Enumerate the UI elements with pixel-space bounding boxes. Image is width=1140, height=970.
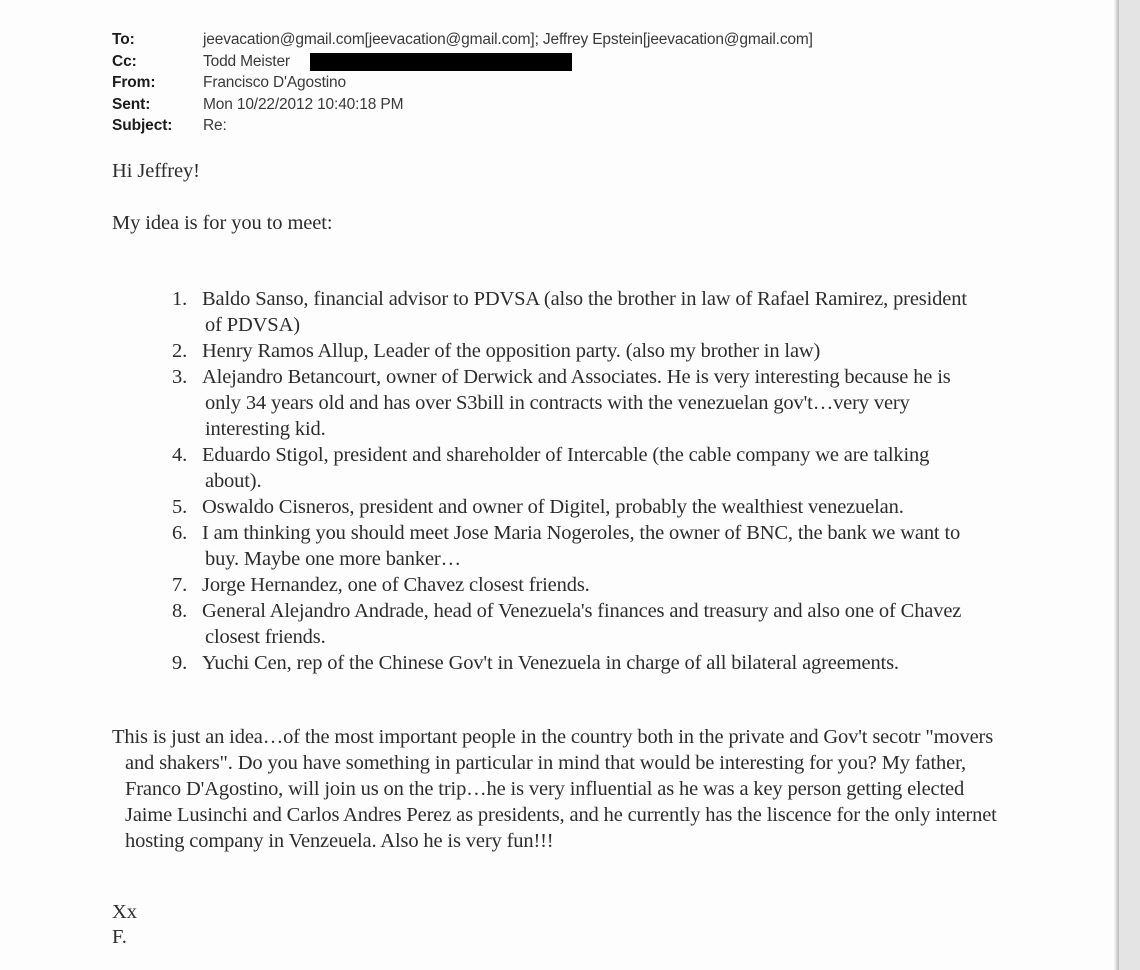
- header-value-from: Francisco D'Agostino: [203, 74, 346, 91]
- list-item: [172, 598, 987, 650]
- list-item: [172, 364, 987, 442]
- header-row-cc: [112, 51, 1012, 73]
- page-gutter-background: [1119, 0, 1140, 970]
- list-item-text: Oswaldo Cisneros, president and owner of Digitel, probably the wealthiest venezuelan.: [202, 496, 904, 518]
- list-item: [172, 572, 987, 598]
- signature-line-1: Xx: [112, 901, 138, 923]
- intro-line: My idea is for you to meet:: [112, 212, 333, 234]
- list-item-text: Henry Ramos Allup, Leader of the opposition party. (also my brother in law): [202, 340, 821, 362]
- list-item-number: 6.: [172, 522, 188, 544]
- list-item-number: 3.: [172, 366, 188, 388]
- header-row-from: [112, 72, 1012, 94]
- list-item-number: 1.: [172, 288, 188, 310]
- list-item-number: 8.: [172, 600, 188, 622]
- list-item-text: I am thinking you should meet Jose Maria Nogeroles, the owner of BNC, the bank we want to buy. Maybe one more banker…: [202, 522, 961, 570]
- header-value-subject: Re:: [203, 117, 227, 134]
- list-item: [172, 442, 987, 494]
- header-value-sent: Mon 10/22/2012 10:40:18 PM: [203, 95, 404, 113]
- header-row-to: [112, 29, 1012, 51]
- list-item-text: Alejandro Betancourt, owner of Derwick and Associates. He is very interesting because he is only 34 years old and has over S3bill in contracts with the venezuelan gov't…very very interesting kid.: [202, 366, 951, 440]
- signature-line-2: F.: [112, 926, 127, 948]
- list-item: [172, 520, 987, 572]
- header-label-to: To:: [112, 31, 135, 48]
- email-body-block: [112, 158, 997, 948]
- email-header-block: [112, 29, 1012, 137]
- header-row-sent: [112, 94, 1012, 116]
- header-label-sent: Sent:: [112, 95, 151, 113]
- list-item: [172, 338, 987, 364]
- list-item-text: Jorge Hernandez, one of Chavez closest friends.: [202, 574, 590, 596]
- list-item-number: 4.: [172, 444, 188, 466]
- people-list: [172, 286, 987, 676]
- list-item-text: General Alejandro Andrade, head of Venezuela's finances and treasury and also one of Chavez closest friends.: [202, 600, 962, 648]
- closing-paragraph-rest: secotr "movers and shakers". Do you have something in particular in mind that would be interesting for you? My father, Franco D'Agostino, will join us on the trip…he is very influential as he was a key person getting elected Jaime Lusinchi and Carlos Andres Perez as presidents, and he currently has the liscence for the only internet hosting company in Venzeuela. Also he is very fun!!!: [125, 726, 997, 852]
- list-item-number: 5.: [172, 496, 188, 518]
- list-item: [172, 650, 987, 676]
- greeting-line: Hi Jeffrey!: [112, 160, 200, 182]
- header-label-from: From:: [112, 74, 156, 91]
- header-label-cc: Cc:: [112, 52, 137, 70]
- list-item-text: Eduardo Stigol, president and shareholder of Intercable (the cable company we are talking about).: [202, 444, 930, 492]
- signature-block: [112, 900, 137, 950]
- list-item-text: Baldo Sanso, financial advisor to PDVSA (also the brother in law of Rafael Ramirez, president of PDVSA): [202, 288, 967, 336]
- header-value-cc: Todd Meister: [203, 52, 290, 70]
- header-value-to: jeevacation@gmail.com[jeevacation@gmail.com]; Jeffrey Epstein[jeevacation@gmail.com]: [203, 31, 813, 48]
- list-item: [172, 494, 987, 520]
- list-item-number: 9.: [172, 652, 188, 674]
- header-row-subject: [112, 115, 1012, 137]
- header-label-subject: Subject:: [112, 117, 173, 134]
- list-item: [172, 286, 987, 338]
- list-item-number: 7.: [172, 574, 188, 596]
- closing-paragraph-first-line: This is just an idea…of the most important people in the country both in the private and Gov't: [112, 726, 868, 748]
- closing-paragraph: [112, 724, 1001, 854]
- redaction-bar: [310, 53, 572, 71]
- list-item-number: 2.: [172, 340, 188, 362]
- list-item-text: Yuchi Cen, rep of the Chinese Gov't in Venezuela in charge of all bilateral agreements.: [202, 652, 899, 674]
